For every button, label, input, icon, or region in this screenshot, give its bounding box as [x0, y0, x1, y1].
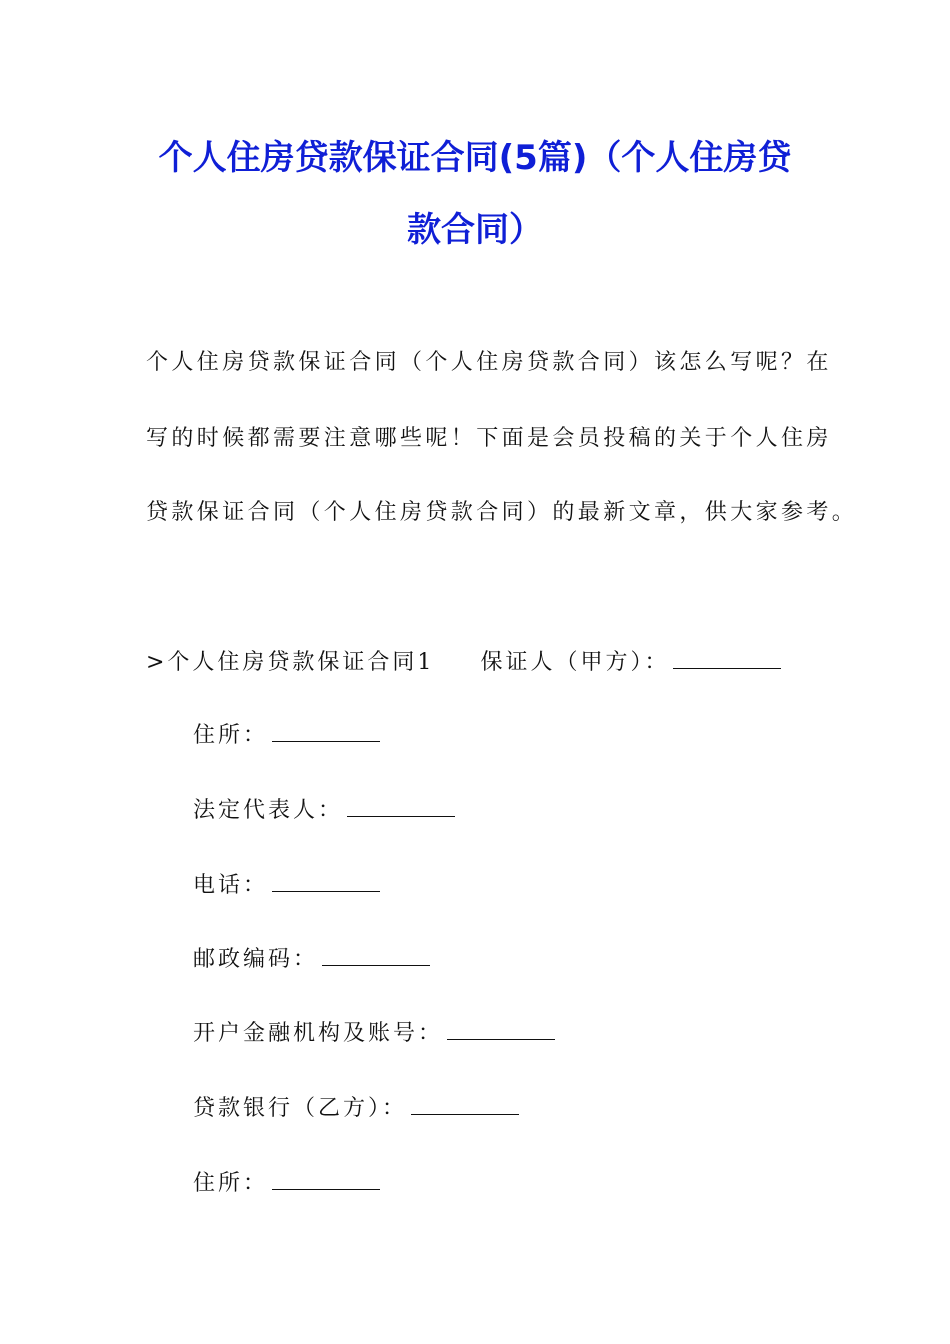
field-blank: [411, 1096, 519, 1115]
field-label: 法定代表人：: [193, 798, 344, 823]
field-lending-bank: [193, 1091, 519, 1122]
field-bank-account: [193, 1016, 555, 1047]
section-heading: >个人住房贷款保证合同1: [146, 650, 435, 675]
intro-line-3: 贷款保证合同（个人住房贷款合同）的最新文章，供大家参考。: [146, 500, 858, 525]
field-blank: [272, 873, 380, 892]
field-phone: [193, 868, 380, 899]
field-blank: [272, 1171, 380, 1190]
guarantor-label: 保证人（甲方）：: [480, 650, 670, 675]
field-blank: [347, 798, 455, 817]
field-address-2: [193, 1166, 380, 1197]
intro-line-1: 个人住房贷款保证合同（个人住房贷款合同）该怎么写呢？在: [146, 350, 832, 375]
field-address-1: [193, 718, 380, 749]
guarantor-blank: [673, 650, 781, 669]
field-legal-representative: [193, 793, 455, 824]
field-label: 开户金融机构及账号：: [193, 1021, 444, 1046]
field-postal-code: [193, 942, 430, 973]
field-label: 住所：: [193, 723, 269, 748]
field-blank: [447, 1021, 555, 1040]
document-title-line-1: 个人住房贷款保证合同(5篇)（个人住房贷: [158, 138, 792, 178]
field-label: 贷款银行（乙方）：: [193, 1096, 408, 1121]
field-label: 邮政编码：: [193, 947, 319, 972]
intro-line-2: 写的时候都需要注意哪些呢！下面是会员投稿的关于个人住房: [146, 426, 832, 451]
document-title-line-2: 款合同）: [407, 210, 543, 250]
field-label: 住所：: [193, 1171, 269, 1196]
field-label: 电话：: [193, 873, 269, 898]
field-blank: [322, 947, 430, 966]
field-blank: [272, 723, 380, 742]
section-heading-row: [146, 645, 781, 676]
